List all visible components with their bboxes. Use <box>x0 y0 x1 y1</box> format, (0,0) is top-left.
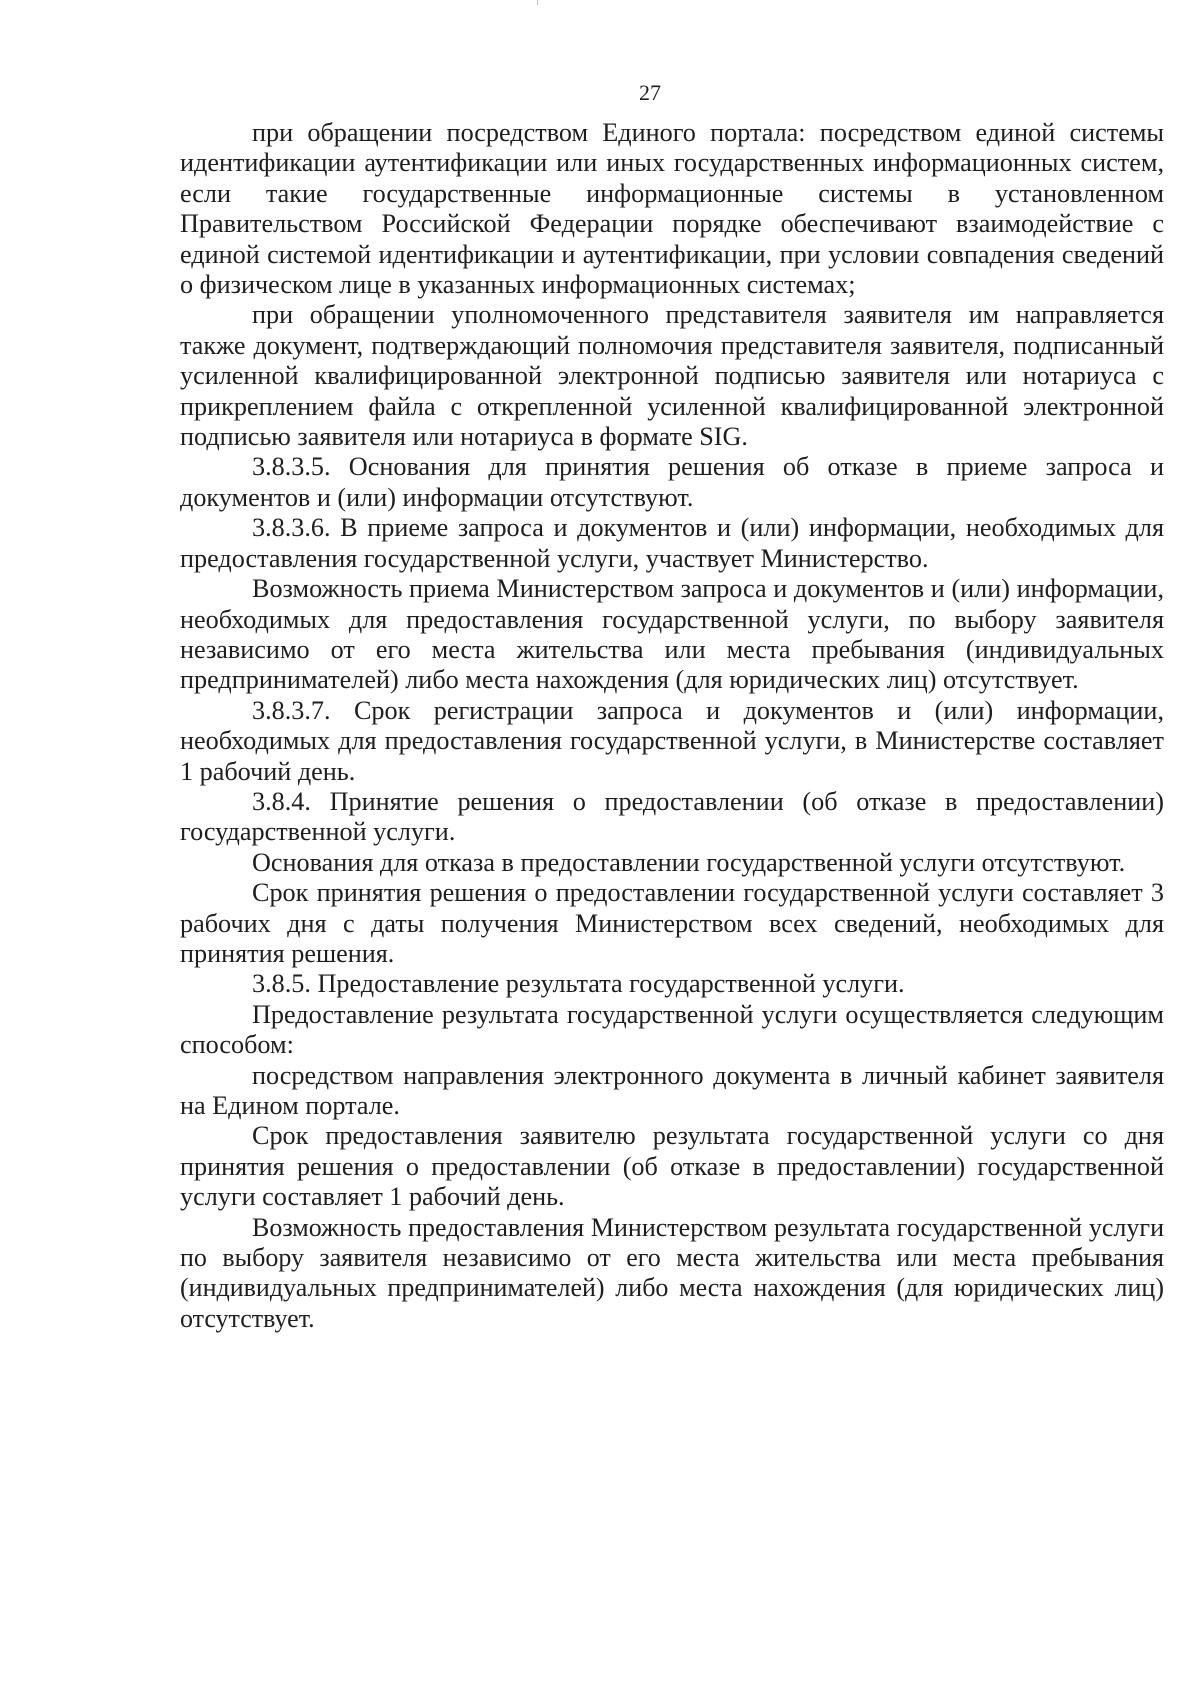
paragraph-result-method: Предоставление результата государственной услуги осуществляется следующим способом: <box>180 999 1164 1060</box>
scan-artifact-mark <box>537 0 538 5</box>
paragraph-result-term: Срок предоставления заявителю результата государственной услуги со дня принятия решения о предоставлении (об отказе в предоставлении) государственной услуги составляет 1 рабочий день. <box>180 1121 1164 1212</box>
paragraph-extraterritorial-acceptance: Возможность приема Министерством запроса и документов и (или) информации, необходимых для предоставления государственной услуги, по выбору заявителя независимо от его места жительства или места пребывания (индивидуальных предпринимателей) либо места нахождения (для юридических лиц) отсутствует. <box>180 574 1164 695</box>
paragraph-refusal-grounds: Основания для отказа в предоставлении государственной услуги отсутствуют. <box>252 847 1126 877</box>
paragraph-3-8-3-5: 3.8.3.5. Основания для принятия решения об отказе в приеме запроса и документов и (или) информации отсутствуют. <box>180 452 1164 512</box>
document-body <box>180 118 1164 1334</box>
page-number: 27 <box>639 80 661 105</box>
paragraph-3-8-5: 3.8.5. Предоставление результата государственной услуги. <box>252 969 905 999</box>
paragraph-decision-term: Срок принятия решения о предоставлении государственной услуги составляет 3 рабочих дня с даты получения Министерством всех сведений, необходимых для принятия решения. <box>180 878 1164 968</box>
paragraph-authorized-representative: при обращении уполномоченного представителя заявителя им направляется также документ, подтверждающий полномочия представителя заявителя, подписанный усиленной квалифицированной электронной подписью заявителя или нотариуса с прикреплением файла с открепленной усиленной квалифицированной электронной подписью заявителя или нотариуса в формате SIG. <box>180 300 1164 452</box>
paragraph-electronic-document-cabinet: посредством направления электронного документа в личный кабинет заявителя на Едином портале. <box>180 1060 1164 1120</box>
paragraph-3-8-3-7: 3.8.3.7. Срок регистрации запроса и документов и (или) информации, необходимых для предоставления государственной услуги, в Министерстве составляет 1 рабочий день. <box>180 695 1164 786</box>
paragraph-unified-portal-identification: при обращении посредством Единого портала: посредством единой системы идентификации аутентификации или иных государственных информационных систем, если такие государственные информационные системы в установленном Правительством Российской Федерации порядке обеспечивают взаимодействие с единой системой идентификации и аутентификации, при условии совпадения сведений о физическом лице в указанных информационных системах; <box>180 118 1164 300</box>
paragraph-extraterritorial-result: Возможность предоставления Министерством результата государственной услуги по выбору заявителя независимо от его места жительства или места пребывания (индивидуальных предпринимателей) либо места нахождения (для юридических лиц) отсутствует. <box>180 1212 1164 1333</box>
paragraph-3-8-4: 3.8.4. Принятие решения о предоставлении (об отказе в предоставлении) государственной услуги. <box>180 786 1164 847</box>
paragraph-3-8-3-6: 3.8.3.6. В приеме запроса и документов и (или) информации, необходимых для предоставления государственной услуги, участвует Министерство. <box>180 513 1164 573</box>
